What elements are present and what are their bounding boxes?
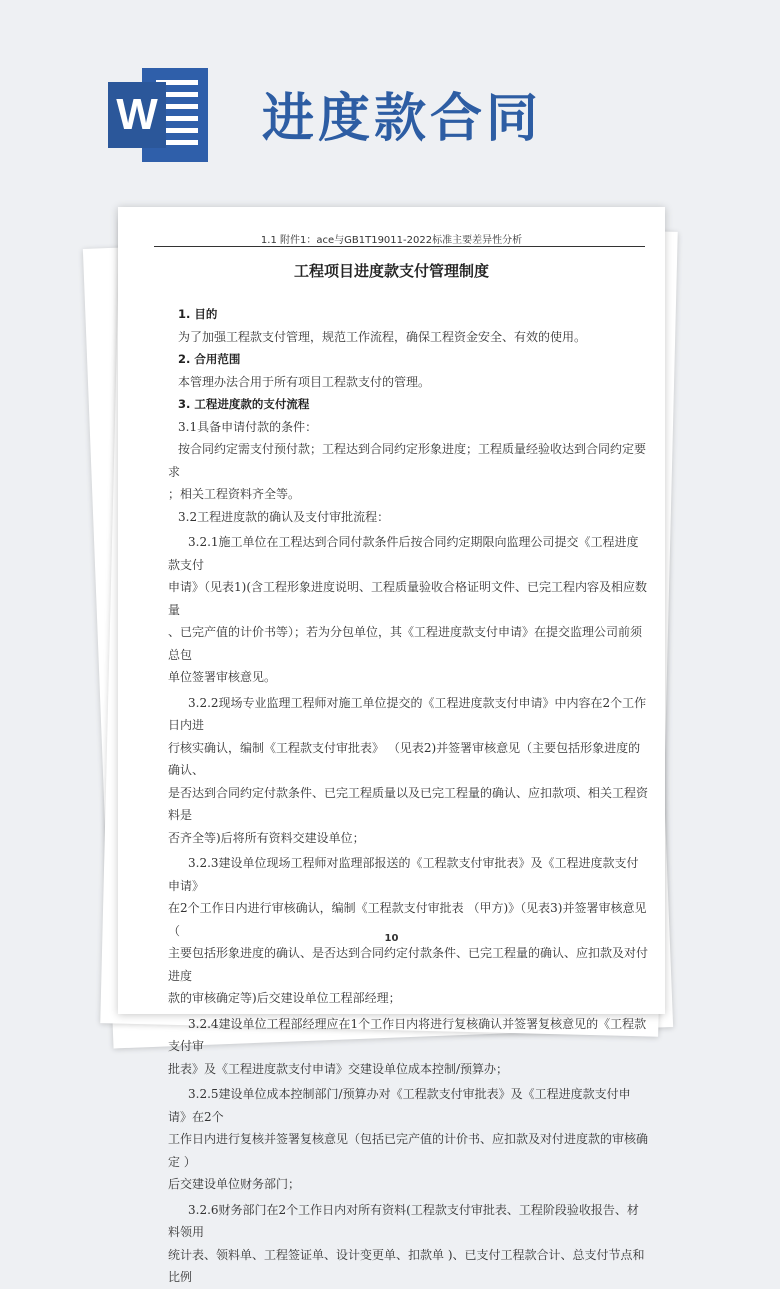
paragraph-line: 申请》（见表1)(含工程形象进度说明、工程质量验收合格证明文件、已完工程内容及相应数量 — [168, 580, 648, 617]
paragraph-line: 3.2.3建设单位现场工程师对监理部报送的《工程款支付审批表》及《工程进度款支付申请》 — [168, 856, 639, 893]
running-header: 1.1 附件1：ace与GB1T19011-2022标准主要差异性分析 — [260, 235, 523, 246]
paragraph-line: 行核实确认，编制《工程款支付审批表》 （见表2)并签署审核意见（主要包括形象进度的确认、 — [168, 740, 641, 777]
paragraph-line: 3.2.1施工单位在工程达到合同付款条件后按合同约定期限向监理公司提交《工程进度款支付 — [168, 535, 639, 572]
paragraph-line: 批表》及《工程进度款支付申请》交建设单位成本控制/预算办； — [168, 1061, 509, 1076]
paragraph-line: 主要包括形象进度的确认、是否达到合同约定付款条件、已完工程量的确认、应扣款及对付进度 — [168, 946, 649, 983]
paragraph-line: 统计表、领料单、工程签证单、设计变更单、扣款单 )、已支付工程款合计、总支付节点和比例 — [168, 1247, 645, 1284]
header-rule — [154, 246, 645, 247]
logo-letter: W — [108, 82, 166, 148]
paragraph-line: 工作日内进行复核并签署复核意见（包括已完产值的计价书、应扣款及对付进度款的审核确定 ） — [168, 1132, 649, 1169]
paragraph-line: 款的审核确定等)后交建设单位工程部经理； — [168, 991, 401, 1005]
paragraph-line: 为了加强工程款支付管理，规范工作流程，确保工程资金安全、有效的使用。 — [178, 329, 587, 344]
section-heading: 3. 工程进度款的支付流程 — [178, 397, 310, 411]
paragraph-line: 3.1具备申请付款的条件： — [178, 419, 318, 434]
paragraph-line: 在2个工作日内进行审核确认，编制《工程款支付审批表 （甲方)》（见表3)并签署审核意见（ — [168, 901, 647, 938]
banner-title: 进度款合同 — [262, 89, 543, 149]
paragraph-line: 本管理办法合用于所有项目工程款支付的管理。 — [178, 374, 431, 389]
paragraph-line: 、已完产值的计价书等）；若为分包单位，其《工程进度款支付申请》在提交监理公司前须总包 — [168, 625, 643, 662]
document-page — [118, 207, 665, 1284]
paragraph-line: 后交建设单位财务部门； — [168, 1177, 301, 1191]
page-number: 10 — [384, 933, 399, 944]
paragraph-line: 按合同约定需支付预付款；工程达到合同约定形象进度；工程质量经验收达到合同约定要求 — [168, 442, 647, 479]
section-heading: 1. 目的 — [178, 307, 218, 321]
paragraph-line: 否齐全等)后将所有资料交建设单位； — [168, 830, 365, 845]
banner — [0, 0, 780, 200]
paragraph-line: 是否达到合同约定付款条件、已完工程质量以及已完工程量的确认、应扣款项、相关工程资料是 — [168, 785, 649, 822]
paragraph-line: 3.2.4建设单位工程部经理应在1个工作日内将进行复核确认并签署复核意见的《工程款支付审 — [168, 1016, 647, 1053]
word-logo-icon — [108, 68, 208, 162]
paragraph-line: 单位签署审核意见。 — [168, 670, 277, 684]
paragraph-line: ；相关工程资料齐全等。 — [168, 487, 301, 501]
section-heading: 2. 合用范围 — [178, 352, 241, 366]
paragraph-line: 3.2.5建设单位成本控制部门/预算办对《工程款支付审批表》及《工程进度款支付申请》在2个 — [168, 1087, 631, 1124]
paragraph-line: 3.2.6财务部门在2个工作日内对所有资料(工程款支付审批表、工程阶段验收报告、材料领用 — [168, 1202, 639, 1239]
paragraph-line: 3.2.2现场专业监理工程师对施工单位提交的《工程进度款支付申请》中内容在2个工作日内进 — [168, 695, 647, 732]
paragraph-line: 3.2工程进度款的确认及支付审批流程： — [178, 509, 390, 524]
document-body — [168, 303, 648, 1289]
document-title: 工程项目进度款支付管理制度 — [293, 262, 489, 280]
